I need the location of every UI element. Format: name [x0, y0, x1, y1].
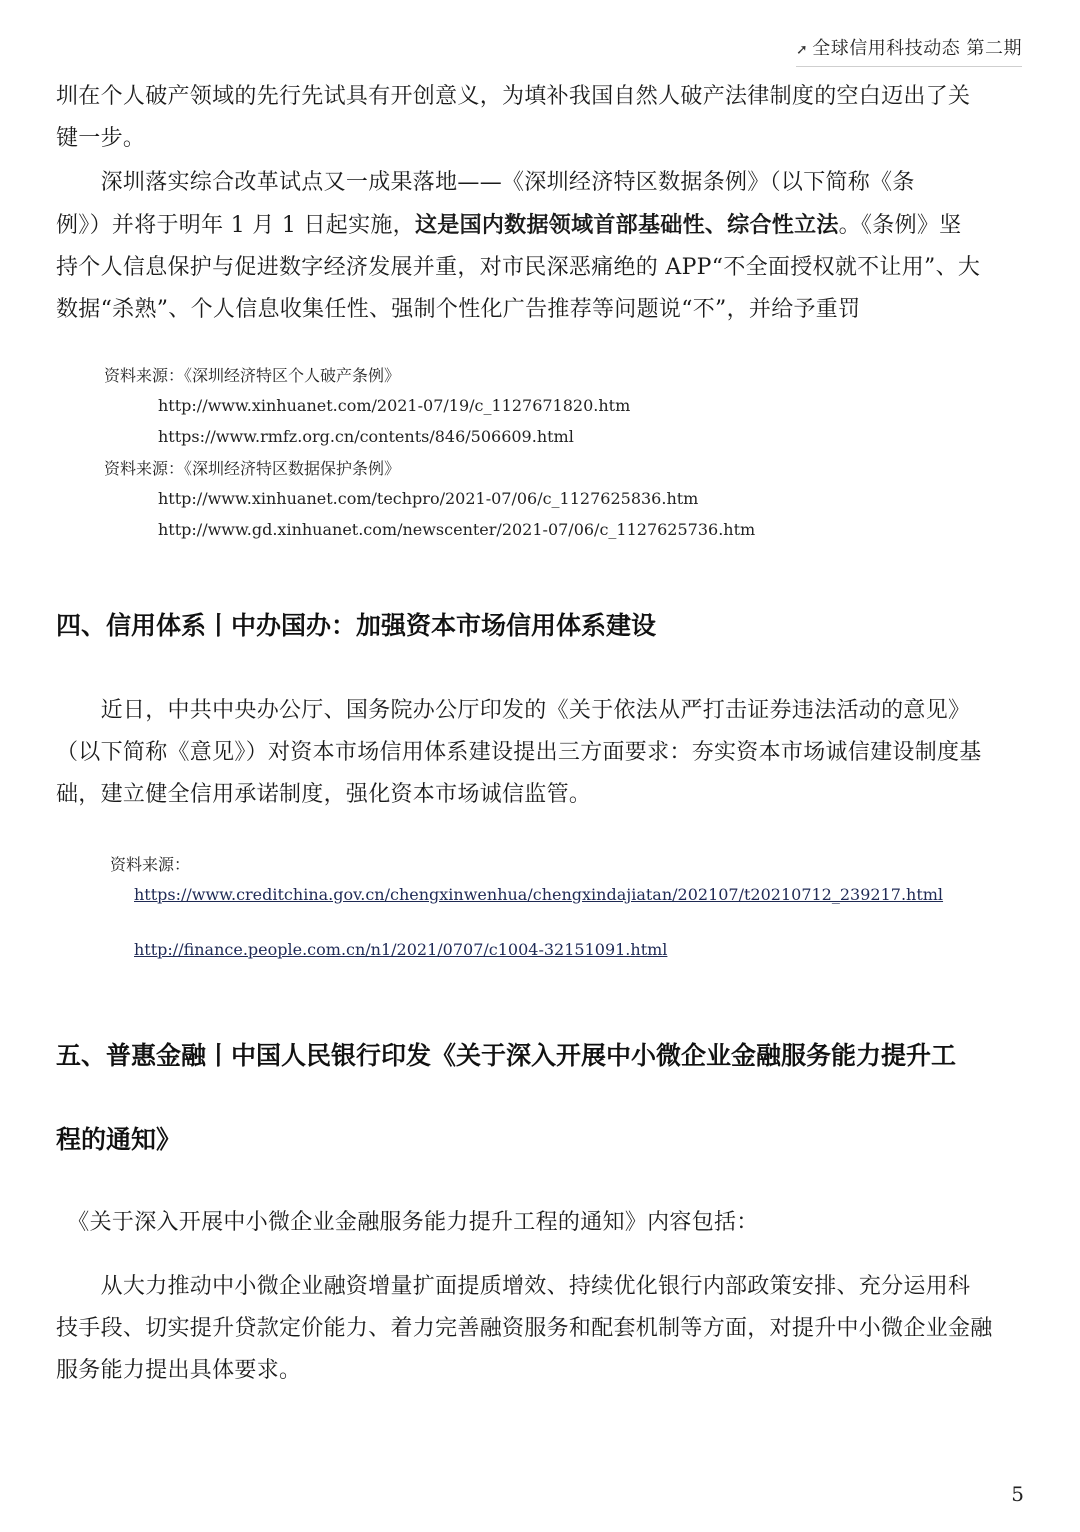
- section-heading: 四、信用体系丨中办国办：加强资本市场信用体系建设: [56, 611, 657, 640]
- text-line: 础，建立健全信用承诺制度，强化资本市场诚信监管。: [56, 782, 592, 807]
- source-link[interactable]: http://www.gd.xinhuanet.com/newscenter/2021-07/06/c_1127625736.htm: [158, 520, 756, 539]
- text-run: 例》）并将于明年 1 月 1 日起实施，: [56, 213, 415, 238]
- paragraph-notice-content: [56, 1266, 1026, 1392]
- text-line: 圳在个人破产领域的先行先试具有开创意义，为填补我国自然人破产法律制度的空白迈出了关: [56, 84, 971, 109]
- source-label: 资料来源：: [110, 855, 191, 874]
- paragraph-credit-system: [56, 690, 1026, 816]
- section-heading-line1: 五、普惠金融丨中国人民银行印发《关于深入开展中小微企业金融服务能力提升工: [56, 1041, 957, 1070]
- text-line: 服务能力提出具体要求。: [56, 1358, 302, 1383]
- source-link[interactable]: http://finance.people.com.cn/n1/2021/0707/c1004-32151091.html: [134, 940, 668, 959]
- paragraph-shenzhen-bankruptcy: [56, 76, 1026, 160]
- source-link[interactable]: https://www.creditchina.gov.cn/chengxinwenhua/chengxindajiatan/202107/t20210712_239217.html: [134, 885, 944, 904]
- text-line: 从大力推动中小微企业融资增量扩面提质增效、持续优化银行内部政策安排、充分运用科: [56, 1274, 971, 1299]
- source-label: 资料来源：《深圳经济特区数据保护条例》: [104, 459, 401, 478]
- source-link[interactable]: http://www.xinhuanet.com/techpro/2021-07/06/c_1127625836.htm: [158, 489, 699, 508]
- text-run: 。《条例》坚: [838, 213, 962, 238]
- text-line: 近日，中共中央办公厅、国务院办公厅印发的《关于依法从严打击证券违法活动的意见》: [56, 698, 971, 723]
- source-link[interactable]: https://www.rmfz.org.cn/contents/846/506609.html: [158, 427, 574, 446]
- text-line: 数据“杀熟”、个人信息收集任性、强制个性化广告推荐等问题说“不”，并给予重罚: [56, 297, 861, 322]
- text-line: 深圳落实综合改革试点又一成果落地——《深圳经济特区数据条例》（以下简称《条: [56, 170, 915, 195]
- text-line: 技手段、切实提升贷款定价能力、着力完善融资服务和配套机制等方面，对提升中小微企业金融: [56, 1316, 993, 1341]
- bold-text-run: 这是国内数据领域首部基础性、综合性立法: [414, 212, 839, 238]
- paragraph-data-regulation: [56, 162, 1026, 331]
- section-heading-line2: 程的通知》: [56, 1125, 182, 1154]
- text-line: 键一步。: [56, 126, 146, 151]
- page-number: 5: [1011, 1482, 1024, 1506]
- text-line: 《关于深入开展中小微企业金融服务能力提升工程的通知》内容包括：: [56, 1210, 759, 1235]
- text-line: （以下简称《意见》）对资本市场信用体系建设提出三方面要求：夯实资本市场诚信建设制度基: [56, 740, 982, 765]
- north-east-arrow-icon: ➚: [796, 42, 809, 58]
- header-title: 全球信用科技动态 第二期: [812, 38, 1022, 59]
- paragraph-notice-intro: [56, 1202, 1026, 1244]
- text-line: [56, 204, 1026, 247]
- source-link[interactable]: http://www.xinhuanet.com/2021-07/19/c_1127671820.htm: [158, 396, 631, 415]
- source-label: 资料来源：《深圳经济特区个人破产条例》: [104, 366, 401, 385]
- running-header: [796, 34, 1022, 67]
- text-line: 持个人信息保护与促进数字经济发展并重，对市民深恶痛绝的 APP“不全面授权就不让用”、大: [56, 255, 981, 280]
